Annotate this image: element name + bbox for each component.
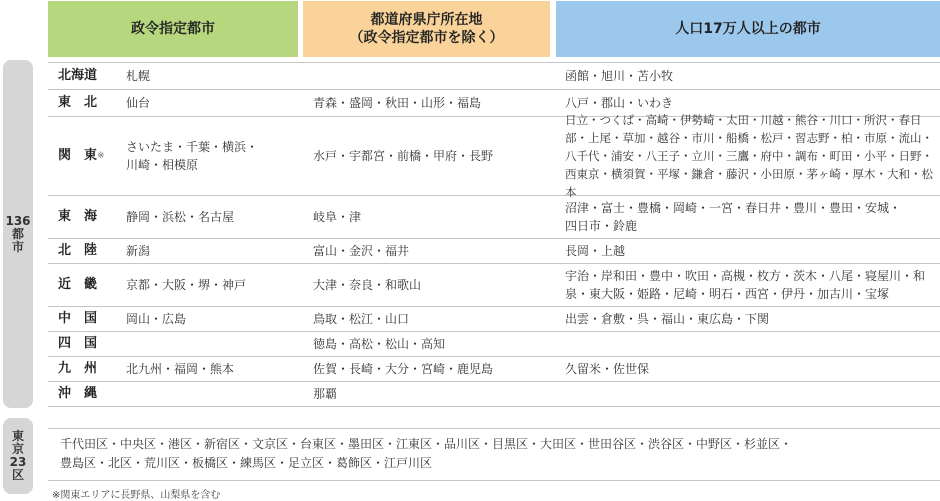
capital-city-cell: 大津・奈良・和歌山 — [313, 278, 422, 292]
side-label-char: 市 — [11, 239, 24, 254]
capital-city-cell: 富山・金沢・福井 — [313, 244, 410, 258]
header-prefectural-capitals — [303, 1, 550, 57]
region-label — [58, 264, 118, 306]
over170k-city-cell: 久留米・佐世保 — [565, 362, 650, 376]
side-label-char: 区 — [11, 468, 24, 482]
table-row-kanto — [48, 113, 940, 199]
capital-city-cell: 青森・盛岡・秋田・山形・福島 — [313, 95, 482, 110]
side-label-tokyo-23-wards — [3, 418, 33, 494]
capital-city-cell: 岐阜・津 — [313, 210, 362, 224]
tokyo-wards-row — [48, 428, 940, 481]
region-label — [58, 332, 118, 356]
region-label — [58, 89, 118, 116]
region-name: 東 海 — [58, 209, 98, 224]
header-capitals-label: 都道府県庁所在地 （政令指定都市を除く） — [349, 12, 504, 46]
over170k-city-cell — [565, 332, 940, 356]
designated-city-cell — [126, 332, 306, 356]
side-label-number: 136 — [5, 213, 31, 228]
table-row-kinki — [48, 264, 940, 307]
designated-city-cell: 仙台 — [126, 95, 151, 110]
table-row-shikoku — [48, 332, 940, 357]
table-row-okinawa — [48, 382, 940, 407]
over170k-city-cell: 函館・旭川・苫小牧 — [565, 69, 674, 83]
region-label — [58, 307, 118, 331]
side-label-char: 都 — [11, 226, 24, 241]
region-label — [58, 117, 118, 195]
table-row-chugoku — [48, 307, 940, 332]
tokyo-wards-list: 千代田区・中央区・港区・新宿区・文京区・台東区・墨田区・江東区・品川区・目黒区・大田区・世田谷区・渋谷区・中野区・杉並区・ 豊島区・北区・荒川区・板橋区・練馬区・足立区・葛飾区・江戸川区 — [60, 437, 793, 470]
designated-city-cell: 岡山・広島 — [126, 312, 187, 326]
capital-city-cell: 徳島・高松・松山・高知 — [313, 337, 446, 351]
table-row-kyushu — [48, 357, 940, 382]
over170k-city-cell: 日立・つくば・高崎・伊勢崎・太田・川越・熊谷・川口・所沢・春日部・上尾・草加・越谷・市川・船橋・松戸・習志野・柏・市原・流山・八千代・浦安・八王子・立川・三鷹・府中・調布・町田・小平・日野・西東京・横須賀・平塚・鎌倉・藤沢・小田原・茅ヶ崎・厚木・大和・松本 — [565, 113, 933, 199]
header-designated-cities — [48, 1, 298, 57]
side-label-tokyo-text — [10, 430, 27, 482]
table-row-hokkaido — [48, 62, 940, 90]
designated-city-cell: さいたま・千葉・横浜・ 川崎・相模原 — [126, 140, 259, 172]
region-name: 四 国 — [58, 336, 98, 351]
region-name: 東 北 — [58, 94, 98, 110]
region-footnote-mark: ※ — [97, 151, 105, 161]
capital-city-cell — [313, 63, 553, 89]
region-label — [58, 357, 118, 381]
region-name: 九 州 — [58, 361, 98, 376]
region-label — [58, 196, 118, 238]
designated-city-cell: 新潟 — [126, 244, 151, 258]
footnote: ※関東エリアに長野県、山梨県を含む — [52, 490, 221, 501]
side-label-char: 23 — [9, 455, 27, 469]
region-name: 沖 縄 — [58, 386, 98, 401]
region-name: 北 陸 — [58, 243, 98, 258]
designated-city-cell — [126, 382, 306, 406]
header-over170k-label: 人口17万人以上の都市 — [675, 21, 821, 37]
region-name: 中 国 — [58, 311, 98, 326]
designated-city-cell: 京都・大阪・堺・神戸 — [126, 278, 247, 292]
over170k-city-cell: 長岡・上越 — [565, 244, 626, 258]
designated-city-cell: 札幌 — [126, 69, 151, 83]
table-row-hokuriku — [48, 239, 940, 264]
over170k-city-cell: 八戸・郡山・いわき — [565, 95, 674, 110]
header-designated-label: 政令指定都市 — [131, 21, 215, 37]
table-row-tokai — [48, 196, 940, 239]
capital-city-cell: 佐賀・長崎・大分・宮崎・鹿児島 — [313, 362, 494, 376]
over170k-city-cell: 宇治・岸和田・豊中・吹田・高槻・枚方・茨木・八尾・寝屋川・和泉・東大阪・姫路・尼崎・明石・西宮・伊丹・加古川・宝塚 — [565, 269, 926, 301]
over170k-city-cell: 沼津・富士・豊橋・岡崎・一宮・春日井・豊川・豊田・安城・ 四日市・鈴鹿 — [565, 201, 902, 233]
region-name: 近 畿 — [58, 277, 98, 292]
header-cities-over-170k — [556, 1, 940, 57]
over170k-city-cell: 出雲・倉敷・呉・福山・東広島・下関 — [565, 312, 770, 326]
side-label-char: 京 — [11, 442, 24, 456]
capital-city-cell: 那覇 — [313, 387, 338, 401]
region-label — [58, 63, 118, 89]
capital-city-cell: 鳥取・松江・山口 — [313, 312, 410, 326]
side-label-char: 東 — [11, 429, 24, 443]
side-label-136-cities — [3, 60, 33, 408]
region-label — [58, 239, 118, 263]
region-label — [58, 382, 118, 406]
region-name: 北海道 — [58, 68, 98, 83]
over170k-city-cell — [565, 382, 940, 406]
region-name: 関 東 — [58, 148, 98, 163]
designated-city-cell: 北九州・福岡・熊本 — [126, 362, 235, 376]
designated-city-cell: 静岡・浜松・名古屋 — [126, 210, 235, 224]
capital-city-cell: 水戸・宇都宮・前橋・甲府・長野 — [313, 149, 494, 163]
side-label-cities-text — [5, 215, 30, 254]
